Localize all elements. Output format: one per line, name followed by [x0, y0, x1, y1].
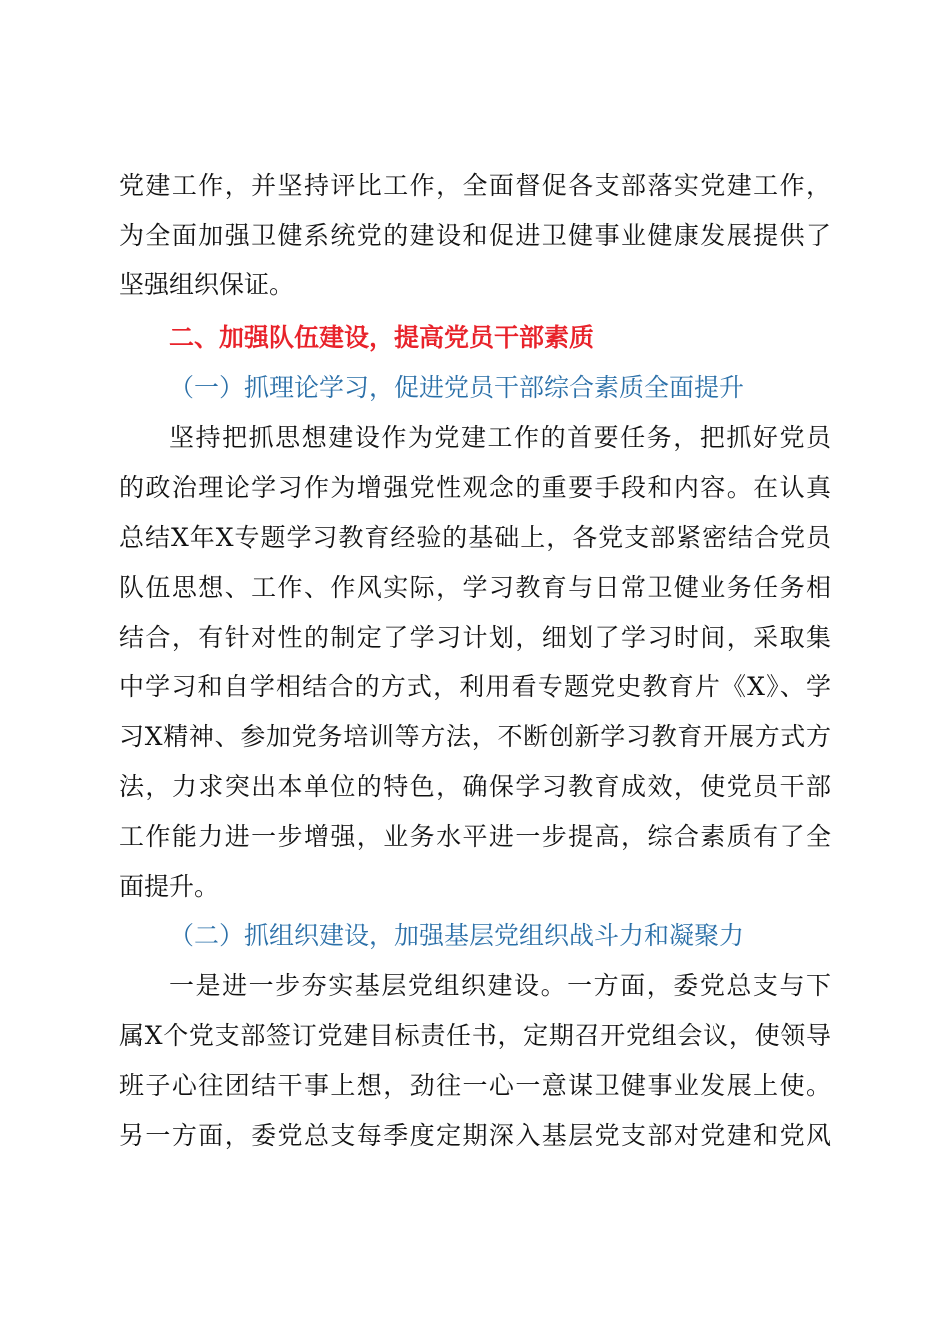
section-heading-2: 二、加强队伍建设，提高党员干部素质 — [169, 323, 595, 352]
sub1-line-6: 中学习和自学相结合的方式，利用看专题党史教育片《X》、学 — [119, 672, 831, 701]
sub1-line-1: 坚持把抓思想建设作为党建工作的首要任务，把抓好党员 — [169, 423, 831, 452]
subsection-heading-1: （一）抓理论学习，促进党员干部综合素质全面提升 — [169, 373, 745, 402]
sub1-line-5: 结合，有针对性的制定了学习计划，细划了学习时间，采取集 — [119, 623, 831, 652]
sub1-line-10: 面提升。 — [119, 872, 220, 901]
sub1-line-4: 队伍思想、工作、作风实际，学习教育与日常卫健业务任务相 — [119, 573, 831, 602]
sub1-line-8: 法，力求突出本单位的特色，确保学习教育成效，使党员干部 — [119, 772, 831, 801]
intro-line-3: 坚强组织保证。 — [119, 270, 295, 299]
sub2-line-2: 属X个党支部签订党建目标责任书，定期召开党组会议，使领导 — [119, 1021, 831, 1050]
sub1-line-7: 习X精神、参加党务培训等方法，不断创新学习教育开展方式方 — [119, 722, 831, 751]
subsection-heading-2: （二）抓组织建设，加强基层党组织战斗力和凝聚力 — [169, 921, 745, 950]
sub2-line-3: 班子心往团结干事上想，劲往一心一意谋卫健事业发展上使。 — [119, 1071, 831, 1100]
sub2-line-1: 一是进一步夯实基层党组织建设。一方面，委党总支与下 — [169, 971, 831, 1000]
sub1-line-2: 的政治理论学习作为增强党性观念的重要手段和内容。在认真 — [119, 473, 831, 502]
sub2-line-4: 另一方面，委党总支每季度定期深入基层党支部对党建和党风 — [119, 1121, 831, 1150]
sub1-line-9: 工作能力进一步增强，业务水平进一步提高，综合素质有了全 — [119, 822, 831, 851]
sub1-line-3: 总结X年X专题学习教育经验的基础上，各党支部紧密结合党员 — [119, 523, 831, 552]
intro-line-1: 党建工作，并坚持评比工作，全面督促各支部落实党建工作， — [119, 171, 831, 200]
intro-line-2: 为全面加强卫健系统党的建设和促进卫健事业健康发展提供了 — [119, 221, 831, 250]
